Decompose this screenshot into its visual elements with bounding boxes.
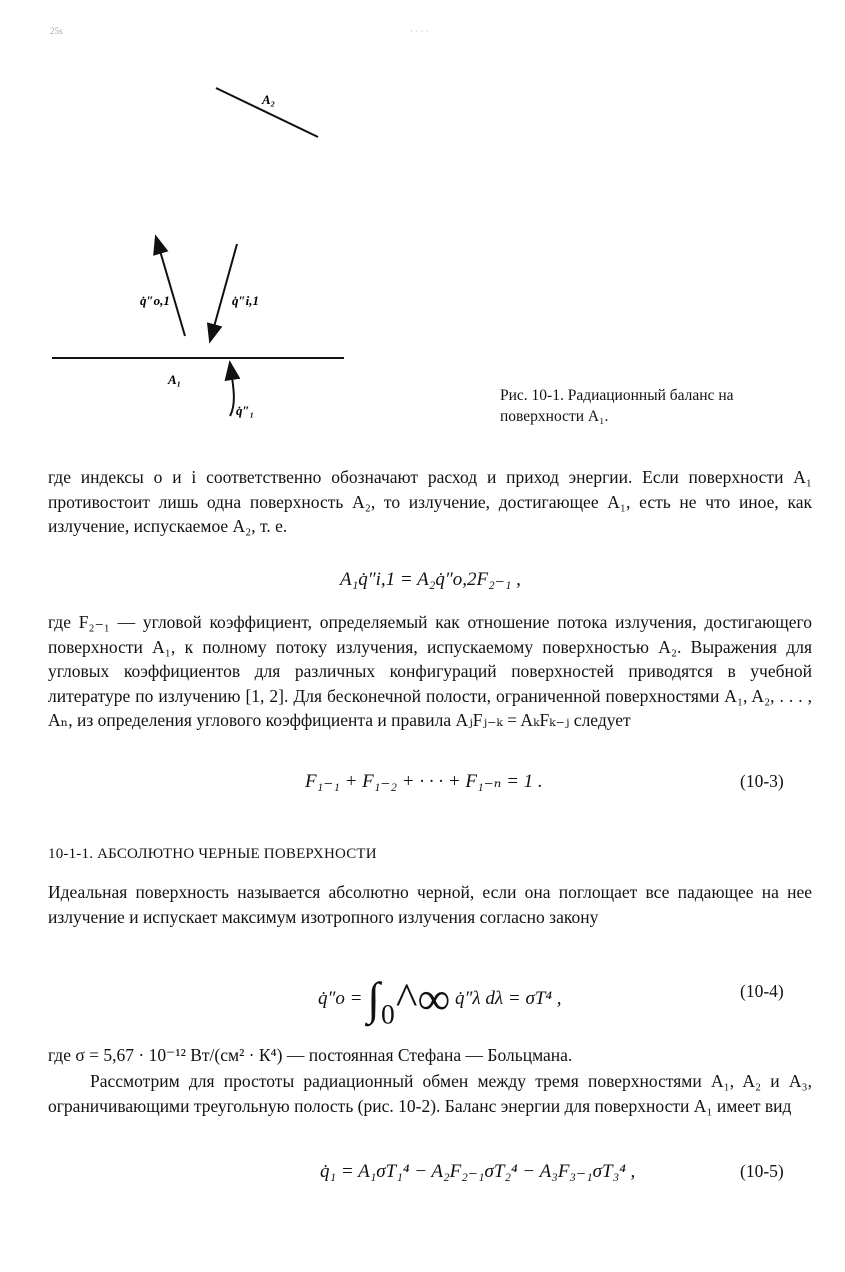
- equation-10-4-rhs: q̇″λ dλ = σT⁴ ,: [455, 988, 562, 1009]
- incoming-flux-arrow: [212, 244, 237, 334]
- paragraph-4: где σ = 5,67 · 10⁻¹² Вт/(см² · К⁴) — постоянная Стефана — Больцмана.: [48, 1045, 573, 1065]
- paragraph-3: Идеальная поверхность называется абсолютно черной, если она поглощает все падающее на нее излучение и испускает максимум изотропного излучения согласно закону: [48, 882, 812, 927]
- equation-number-10-5: (10-5): [740, 1161, 784, 1181]
- figure-caption: Рис. 10-1. Радиационный баланс на поверхности A₁.: [500, 387, 734, 425]
- running-header-left: 25s: [50, 26, 63, 36]
- equation-10-3: F₁₋₁ + F₁₋₂ + · · · + F₁₋ₙ = 1 .: [305, 771, 543, 792]
- equation-unnumbered: A₁q̇″i,1 = A₂q̇″o,2F₂₋₁ ,: [340, 569, 521, 590]
- radiation-balance-figure: [40, 70, 360, 430]
- incoming-flux-label: q̇″i,1: [232, 293, 260, 308]
- surface-a1-label: A₁: [168, 372, 182, 387]
- equation-number-10-3: (10-3): [740, 771, 784, 791]
- outgoing-flux-arrow: [158, 244, 185, 336]
- paragraph-5: Рассмотрим для простоты радиационный обмен между тремя поверхностями A₁, A₂ и A₃, ограничивающими треугольную полость (рис. 10-2). Баланс энергии для поверхности A₁ имеет вид: [48, 1071, 812, 1116]
- paragraph-2: где F₂₋₁ — угловой коэффициент, определяемый как отношение потока излучения, достигающего поверхности A₁, к полному потоку излучения, испускаемому поверхностью A₂. Выражения для угловых коэффициентов для различных конфигураций поверхностей приводятся в учебной литературе по излучению [1, 2]. Для бесконечной полости, ограниченной поверхностями A₁, A₂, . . . , Aₙ, из определения углового коэффициента и правила AⱼFⱼ₋ₖ = AₖFₖ₋ⱼ следует: [48, 612, 812, 731]
- net-flux-label: q̇″₁: [236, 403, 255, 418]
- equation-10-5: q̇₁ = A₁σT₁⁴ − A₂F₂₋₁σT₂⁴ − A₃F₃₋₁σT₃⁴ ,: [320, 1161, 636, 1182]
- section-heading: 10-1-1. АБСОЛЮТНО ЧЕРНЫЕ ПОВЕРХНОСТИ: [48, 846, 377, 862]
- running-header-center: · · · ·: [410, 26, 429, 36]
- net-flux-arrow: [230, 370, 234, 416]
- equation-10-4-lhs: q̇″o =: [318, 988, 363, 1009]
- outgoing-flux-label: q̇″o,1: [140, 293, 170, 308]
- paragraph-1: где индексы o и i соответственно обозначают расход и приход энергии. Если поверхности A₁ противостоит лишь одна поверхность A₂, то излучение, достигающее A₁, есть не что иное, как излучение, испускаемое A₂, т. е.: [48, 467, 812, 537]
- equation-number-10-4: (10-4): [740, 981, 784, 1001]
- surface-a2-label: A₂: [262, 92, 276, 107]
- integral-sign: ∫₀^∞: [367, 973, 451, 1024]
- equation-10-4: [318, 962, 562, 1024]
